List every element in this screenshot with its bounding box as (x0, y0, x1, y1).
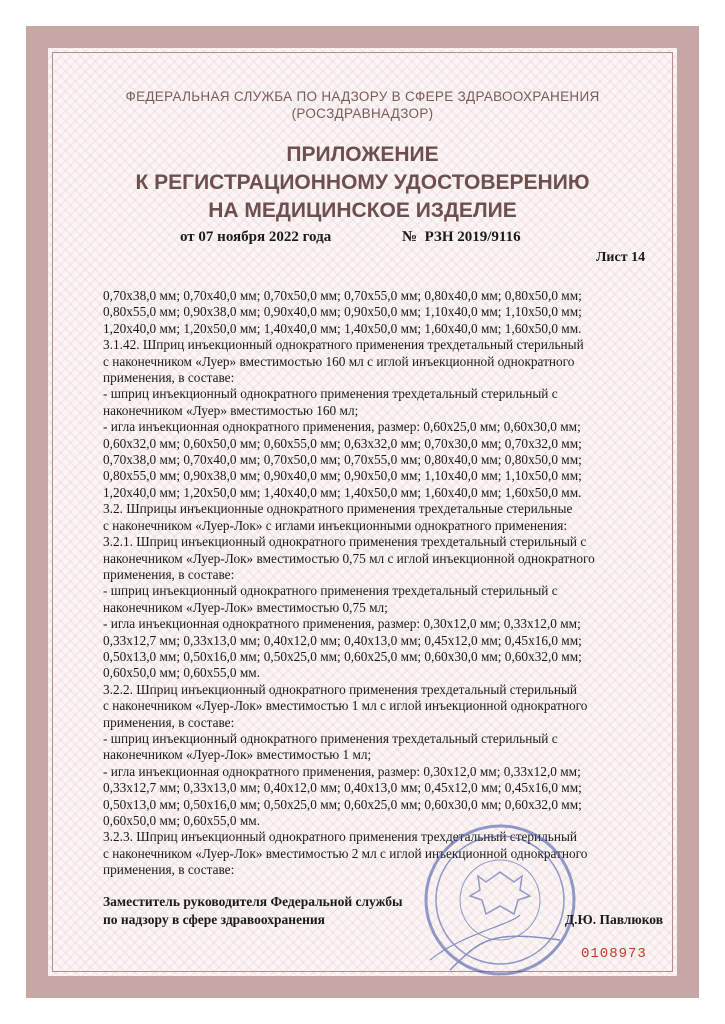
body-line: - игла инъекционная однократного применения, размер: 0,60x25,0 мм; 0,60x30,0 мм; (103, 419, 581, 435)
signer-name: Д.Ю. Павлюков (564, 912, 663, 927)
body-line: применения, в составе: (103, 714, 235, 730)
body-line: 0,60x32,0 мм; 0,60x50,0 мм; 0,60x55,0 мм; 0,63x32,0 мм; 0,70x30,0 мм; 0,70x32,0 мм; (103, 435, 582, 451)
body-line: применения, в составе: (103, 566, 235, 582)
body-line: 0,60x50,0 мм; 0,60x55,0 мм. (103, 665, 261, 681)
body-line: применения, в составе: (103, 862, 235, 878)
body-line: 3.2.3. Шприц инъекционный однократного применения трехдетальный стерильный (103, 829, 578, 845)
body-line: 0,80x55,0 мм; 0,90x38,0 мм; 0,90x40,0 мм; 0,90x50,0 мм; 1,10x40,0 мм; 1,10x50,0 мм; (103, 304, 582, 320)
issue-date (180, 229, 331, 246)
body-line: с наконечником «Луер-Лок» вместимостью 2 мл с иглой инъекционной однократного (103, 845, 588, 861)
title-line-3: НА МЕДИЦИНСКОЕ ИЗДЕЛИЕ (208, 199, 517, 222)
agency-name: ФЕДЕРАЛЬНАЯ СЛУЖБА ПО НАДЗОРУ В СФЕРЕ ЗДРАВООХРАНЕНИЯ (125, 89, 600, 104)
body-line: 3.2.2. Шприц инъекционный однократного применения трехдетальный стерильный (103, 681, 578, 697)
body-line: 1,20x40,0 мм; 1,20x50,0 мм; 1,40x40,0 мм; 1,40x50,0 мм; 1,60x40,0 мм; 1,60x50,0 мм. (103, 484, 582, 500)
body-line: с наконечником «Луер» вместимостью 160 мл с иглой инъекционной однократного (103, 353, 575, 369)
signer-position-line-1: Заместитель руководителя Федеральной службы (103, 894, 403, 909)
body-line: с наконечником «Луер-Лок» вместимостью 1 мл с иглой инъекционной однократного (103, 698, 588, 714)
body-line: 1,20x40,0 мм; 1,20x50,0 мм; 1,40x40,0 мм; 1,40x50,0 мм; 1,60x40,0 мм; 1,60x50,0 мм. (103, 320, 582, 336)
body-line: 0,33x12,7 мм; 0,33x13,0 мм; 0,40x12,0 мм; 0,40x13,0 мм; 0,45x12,0 мм; 0,45x16,0 мм; (103, 780, 582, 796)
body-line: - шприц инъекционный однократного применения трехдетальный стерильный с (103, 386, 558, 402)
body-line: 3.1.42. Шприц инъекционный однократного применения трехдетальный стерильный (103, 337, 584, 353)
body-line: 3.2. Шприцы инъекционные однократного применения трехдетальные стерильные (103, 501, 573, 517)
document-title (60, 141, 665, 225)
registration-number (402, 229, 521, 246)
signer-position-line-2: по надзору в сфере здравоохранения (103, 912, 325, 927)
body-line: наконечником «Луер-Лок» вместимостью 0,75 мл; (103, 599, 388, 615)
date-value: 07 ноября 2022 года (198, 229, 332, 245)
number-label: № (402, 229, 418, 245)
title-line-2: К РЕГИСТРАЦИОННОМУ УДОСТОВЕРЕНИЮ (135, 171, 590, 194)
body-line: наконечником «Луер-Лок» вместимостью 0,75 мл с иглой инъекционной однократного (103, 550, 595, 566)
document-body (103, 288, 648, 879)
body-line: - игла инъекционная однократного применения, размер: 0,30x12,0 мм; 0,33x12,0 мм; (103, 763, 581, 779)
body-line: наконечником «Луер» вместимостью 160 мл; (103, 402, 359, 418)
date-label: от (180, 229, 195, 245)
agency-abbreviation: (РОСЗДРАВНАДЗОР) (291, 106, 434, 121)
body-line: 0,70x38,0 мм; 0,70x40,0 мм; 0,70x50,0 мм; 0,70x55,0 мм; 0,80x40,0 мм; 0,80x50,0 мм; (103, 288, 582, 303)
body-line: - шприц инъекционный однократного применения трехдетальный стерильный с (103, 583, 558, 599)
signature-block (103, 893, 663, 929)
body-line: 0,50x13,0 мм; 0,50x16,0 мм; 0,50x25,0 мм; 0,60x25,0 мм; 0,60x30,0 мм; 0,60x32,0 мм; (103, 796, 582, 812)
title-line-1: ПРИЛОЖЕНИЕ (286, 143, 439, 166)
number-value: РЗН 2019/9116 (424, 229, 521, 245)
body-line: 0,70x38,0 мм; 0,70x40,0 мм; 0,70x50,0 мм; 0,70x55,0 мм; 0,80x40,0 мм; 0,80x50,0 мм; (103, 452, 582, 468)
body-line: - шприц инъекционный однократного применения трехдетальный стерильный с (103, 730, 558, 746)
body-line: с наконечником «Луер-Лок» с иглами инъекционными однократного применения: (103, 517, 568, 533)
body-line: 0,60x50,0 мм; 0,60x55,0 мм. (103, 813, 261, 828)
body-line: 0,80x55,0 мм; 0,90x38,0 мм; 0,90x40,0 мм; 0,90x50,0 мм; 1,10x40,0 мм; 1,10x50,0 мм; (103, 468, 582, 484)
serial-number: 0108973 (581, 946, 647, 962)
agency-header (60, 88, 665, 122)
body-line: наконечником «Луер-Лок» вместимостью 1 мл; (103, 747, 372, 763)
body-line: 3.2.1. Шприц инъекционный однократного применения трехдетальный стерильный с (103, 534, 587, 550)
body-line: 0,50x13,0 мм; 0,50x16,0 мм; 0,50x25,0 мм; 0,60x25,0 мм; 0,60x30,0 мм; 0,60x32,0 мм; (103, 648, 582, 664)
body-line: 0,33x12,7 мм; 0,33x13,0 мм; 0,40x12,0 мм; 0,40x13,0 мм; 0,45x12,0 мм; 0,45x16,0 мм; (103, 632, 582, 648)
sheet-number: Лист 14 (596, 250, 646, 265)
body-line: применения, в составе: (103, 370, 235, 386)
body-line: - игла инъекционная однократного применения, размер: 0,30x12,0 мм; 0,33x12,0 мм; (103, 616, 581, 632)
